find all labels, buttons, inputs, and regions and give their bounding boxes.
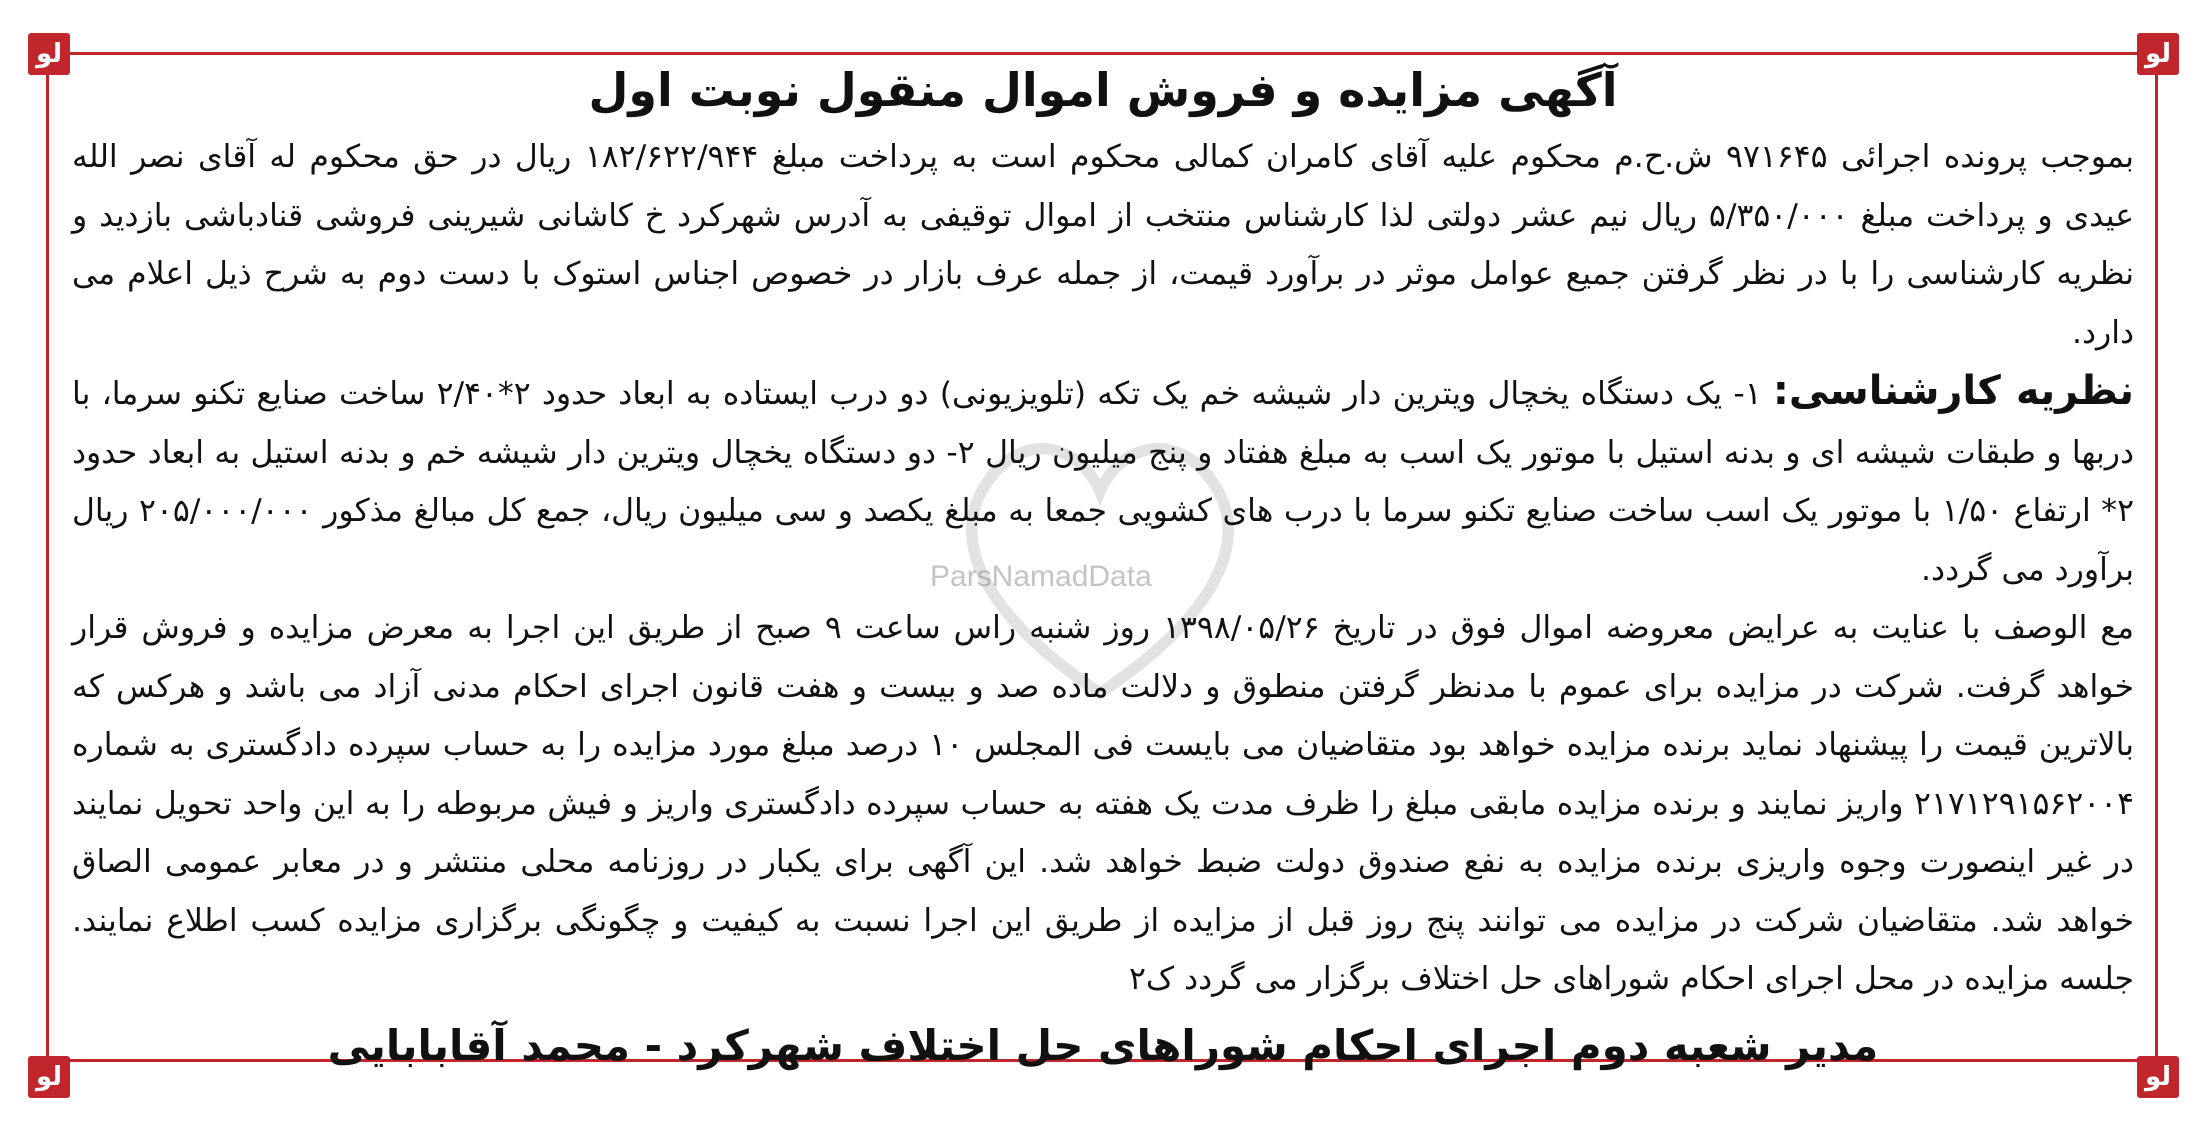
paragraph-expert bbox=[72, 362, 2134, 599]
paragraph-intro: بموجب پرونده اجرائی ۹۷۱۶۴۵ ش.ح.م محکوم علیه آقای کامران کمالی محکوم است به پرداخت مبلغ ۱۸۲/۶۲۲/۹۴۴ ریال در حق محکوم له آقای نصر الله عیدی و پرداخت مبلغ ۵/۳۵۰/۰۰۰ ریال نیم عشر دولتی لذا کارشناس منتخب از اموال توقیفی به آدرس شهرکرد خ کاشانی شیرینی فروشی قنادباشی بازدید و نظریه کارشناسی را با در نظر گرفتن جمیع عوامل موثر در برآورد قیمت، از جمله عرف بازار در خصوص اجناس استوک با دست دوم به شرح ذیل اعلام می دارد. bbox=[72, 139, 2134, 351]
corner-logo-bottom-left: ﻟﻮ bbox=[28, 1056, 70, 1098]
watermark-brand: ParsNamadData bbox=[930, 560, 1152, 593]
corner-logo-top-left: ﻟﻮ bbox=[28, 33, 70, 75]
notice-title: آگهی مزایده و فروش اموال منقول نوبت اول bbox=[588, 63, 1618, 117]
notice-body bbox=[72, 58, 2134, 1070]
expert-text: ۱- یک دستگاه یخچال ویترین دار شیشه خم یک تکه (تلویزیونی) دو درب ایستاده به ابعاد حدود ۲*۲/۴۰ ساخت صنایع تکنو سرما، با دربها و طبقات شیشه ای و بدنه استیل با موتور یک اسب به مبلغ هفتاد و پنج میلیون ریال ۲- دو دستگاه یخچال ویترین دار شیشه خم و بدنه استیل به ابعاد حدود ۲* ارتفاع ۱/۵۰ با موتور یک اسب ساخت صنایع تکنو سرما با درب های کشویی جمعا به مبلغ یکصد و سی میلیون ریال، جمع کل مبالغ مذکور ۲۰۵/۰۰۰/۰۰۰ ریال برآورد می گردد. bbox=[72, 376, 2134, 588]
corner-logo-top-right: ﻟﻮ bbox=[2137, 33, 2179, 75]
signature: مدیر شعبه دوم اجرای احکام شوراهای حل اختلاف شهرکرد - محمد آقابابایی bbox=[327, 1020, 1879, 1070]
corner-logo-bottom-right: ﻟﻮ bbox=[2137, 1056, 2179, 1098]
paragraph-auction: مع الوصف با عنایت به عرایض معروضه اموال فوق در تاریخ ۱۳۹۸/۰۵/۲۶ روز شنبه راس ساعت ۹ صبح از طریق این اجرا به معرض مزایده و فروش قرار خواهد گرفت. شرکت در مزایده برای عموم با مدنظر گرفتن منطوق و دلالت ماده صد و بیست و هفت قانون اجرای احکام مدنی آزاد می باشد و هرکس که بالاترین قیمت را پیشنهاد نماید برنده مزایده خواهد بود متقاضیان می بایست فی المجلس ۱۰ درصد مبلغ مورد مزایده را به حساب سپرده دادگستری به شماره ۲۱۷۱۲۹۱۵۶۲۰۰۴ واریز نمایند و برنده مزایده مابقی مبلغ را ظرف مدت یک هفته به حساب سپرده دادگستری واریز و فیش مربوطه را به این واحد تحویل نمایند در غیر اینصورت وجوه واریزی برنده مزایده به نفع صندوق دولت ضبط خواهد شد. این آگهی برای یکبار در روزنامه محلی منتشر و در معابر عمومی الصاق خواهد شد. متقاضیان شرکت در مزایده می توانند پنج روز قبل از مزایده از طریق این اجرا نسبت به کیفیت و چگونگی برگزاری مزایده کسب اطلاع نمایند. جلسه مزایده در محل اجرای احکام شوراهای حل اختلاف برگزار می گردد ک۲ bbox=[72, 610, 2134, 997]
expert-heading: نظریه کارشناسی: bbox=[1772, 368, 2134, 414]
